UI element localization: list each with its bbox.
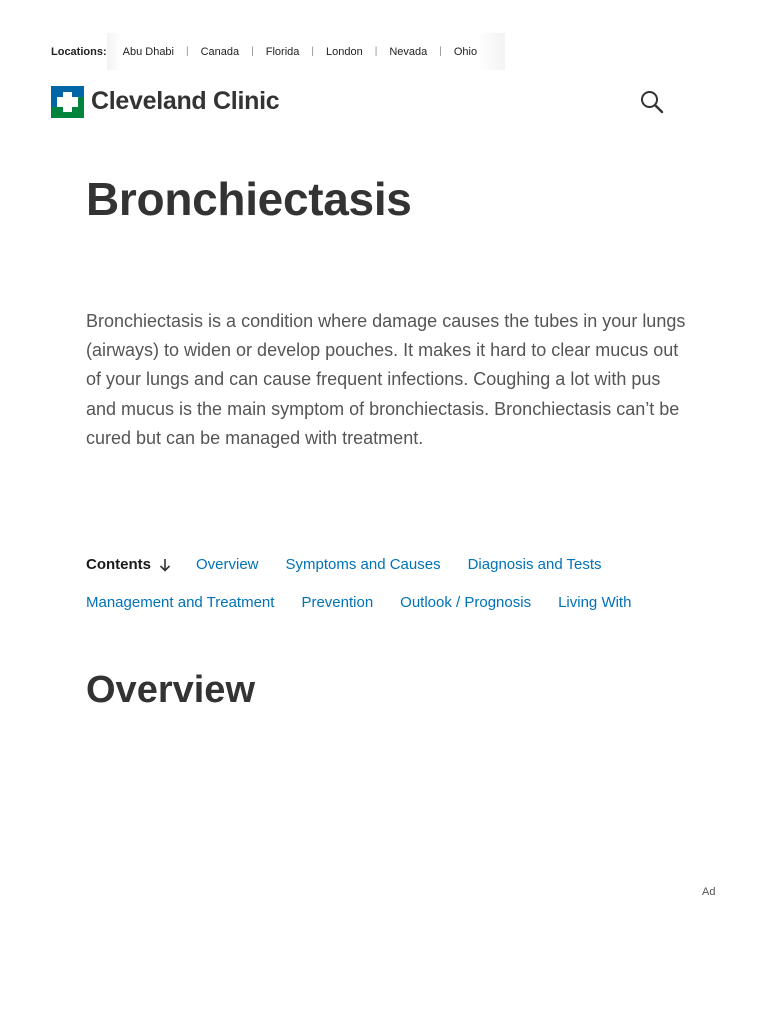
- ad-label: Ad: [702, 886, 716, 898]
- toc-management-and-treatment[interactable]: Management and Treatment: [86, 594, 275, 611]
- cleveland-clinic-logo[interactable]: [51, 86, 279, 118]
- locations-label: Locations:: [51, 45, 107, 58]
- table-of-contents: [86, 546, 696, 622]
- locations-list: [107, 33, 505, 70]
- location-abu-dhabi[interactable]: Abu Dhabi: [122, 45, 174, 58]
- toc-living-with[interactable]: Living With: [558, 594, 632, 611]
- location-nevada[interactable]: Nevada: [389, 45, 428, 58]
- location-separator: |: [251, 46, 254, 57]
- toc-symptoms-and-causes[interactable]: Symptoms and Causes: [285, 556, 441, 573]
- section-heading-overview: Overview: [86, 669, 255, 711]
- location-separator: |: [186, 46, 189, 57]
- location-florida[interactable]: Florida: [265, 45, 300, 58]
- article-intro: Bronchiectasis is a condition where damage causes the tubes in your lungs (airways) to widen or develop pouches. It makes it hard to clear mucus out of your lungs and can cause frequent infections. Coughing a lot with pus and mucus is the main symptom of bronchiectasis. Bronchiectasis can’t be cured but can be managed with treatment.: [86, 311, 686, 448]
- toc-prevention[interactable]: Prevention: [301, 594, 374, 611]
- location-london[interactable]: London: [326, 45, 363, 58]
- toc-outlook-prognosis[interactable]: Outlook / Prognosis: [400, 594, 532, 611]
- cleveland-clinic-logo-icon: [51, 86, 84, 118]
- contents-toggle[interactable]: [86, 546, 171, 584]
- brand-name: Cleveland Clinic: [91, 87, 280, 115]
- location-canada[interactable]: Canada: [200, 45, 240, 58]
- search-icon: [640, 90, 664, 114]
- arrow-down-icon: [159, 558, 171, 572]
- toc-diagnosis-and-tests[interactable]: Diagnosis and Tests: [467, 556, 602, 573]
- location-separator: |: [439, 46, 442, 57]
- contents-label: Contents: [86, 556, 151, 573]
- location-separator: |: [374, 46, 378, 57]
- locations-bar: [51, 33, 505, 70]
- location-ohio[interactable]: Ohio: [453, 45, 478, 58]
- site-header: [51, 85, 669, 118]
- page-title: Bronchiectasis: [86, 173, 412, 225]
- toc-overview[interactable]: Overview: [196, 556, 259, 573]
- location-separator: |: [311, 46, 314, 57]
- search-button[interactable]: [637, 87, 667, 117]
